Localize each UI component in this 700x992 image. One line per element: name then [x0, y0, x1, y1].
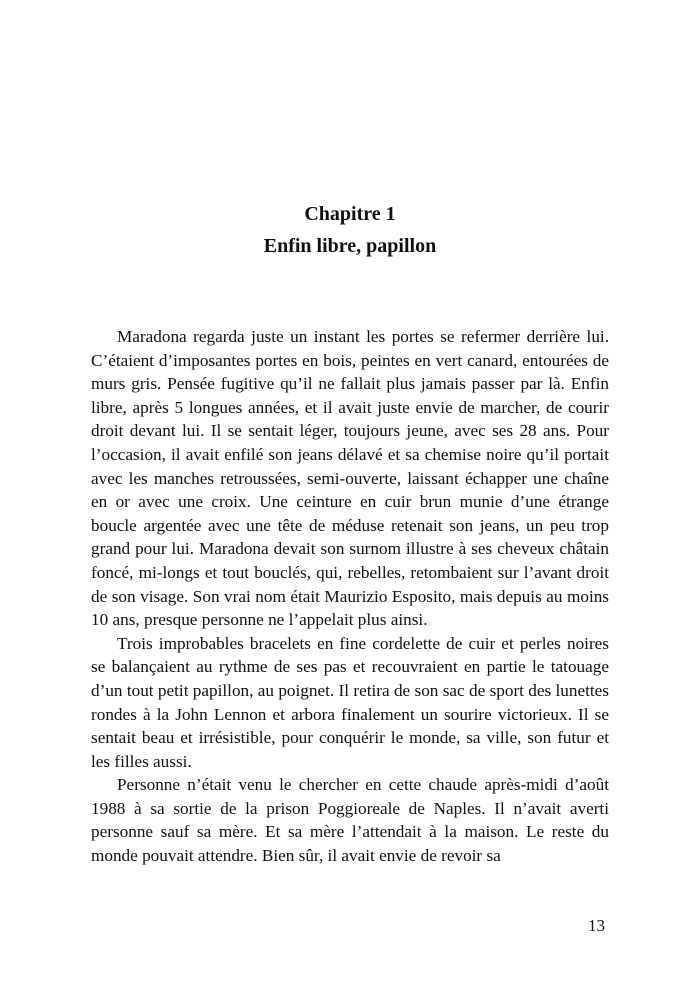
chapter-body	[91, 325, 609, 868]
paragraph: Trois improbables bracelets en fine cordelette de cuir et perles noires se balançaient au rythme de ses pas et recouvraient en partie le tatouage d’un tout petit papillon, au poignet. Il retira de son sac de sport des lunettes rondes à la John Lennon et arbora finalement un sourire victorieux. Il se sentait beau et irrésistible, pour conquérir le monde, sa ville, son futur et les filles aussi.	[91, 633, 609, 771]
page-number: 13	[588, 916, 605, 935]
chapter-number: Chapitre 1	[304, 203, 396, 225]
paragraph: Personne n’était venu le chercher en cette chaude après-midi d’août 1988 à sa sortie de la prison Poggioreale de Naples. Il n’avait averti personne sauf sa mère. Et sa mère l’attendait à la maison. Le reste du monde pouvait attendre. Bien sûr, il avait envie de revoir sa	[91, 775, 609, 866]
chapter-title: Enfin libre, papillon	[263, 235, 437, 257]
chapter-heading	[0, 198, 700, 262]
paragraph: Maradona regarda juste un instant les portes se refermer derrière lui. C’étaient d’imposantes portes en bois, peintes en vert canard, entourées de murs gris. Pensée fugitive qu’il ne fallait plus jamais passer par là. Enfin libre, après 5 longues années, et il avait juste envie de marcher, de courir droit devant lui. Il se sentait léger, toujours jeune, avec ses 28 ans. Pour l’occasion, il avait enfilé son jeans délavé et sa chemise noire qu’il portait avec les manches retroussées, semi-ouverte, laissant échapper une chaîne en or avec une croix. Une ceinture en cuir brun munie d’une étrange boucle argentée avec une tête de méduse retenait son jeans, un peu trop grand pour lui. Maradona devait son surnom illustre à ses cheveux châtain foncé, mi-longs et tout bouclés, qui, rebelles, retombaient sur l’avant droit de son visage. Son vrai nom était Maurizio Esposito, mais depuis au moins 10 ans, presque personne ne l’appelait plus ainsi.	[91, 327, 609, 630]
